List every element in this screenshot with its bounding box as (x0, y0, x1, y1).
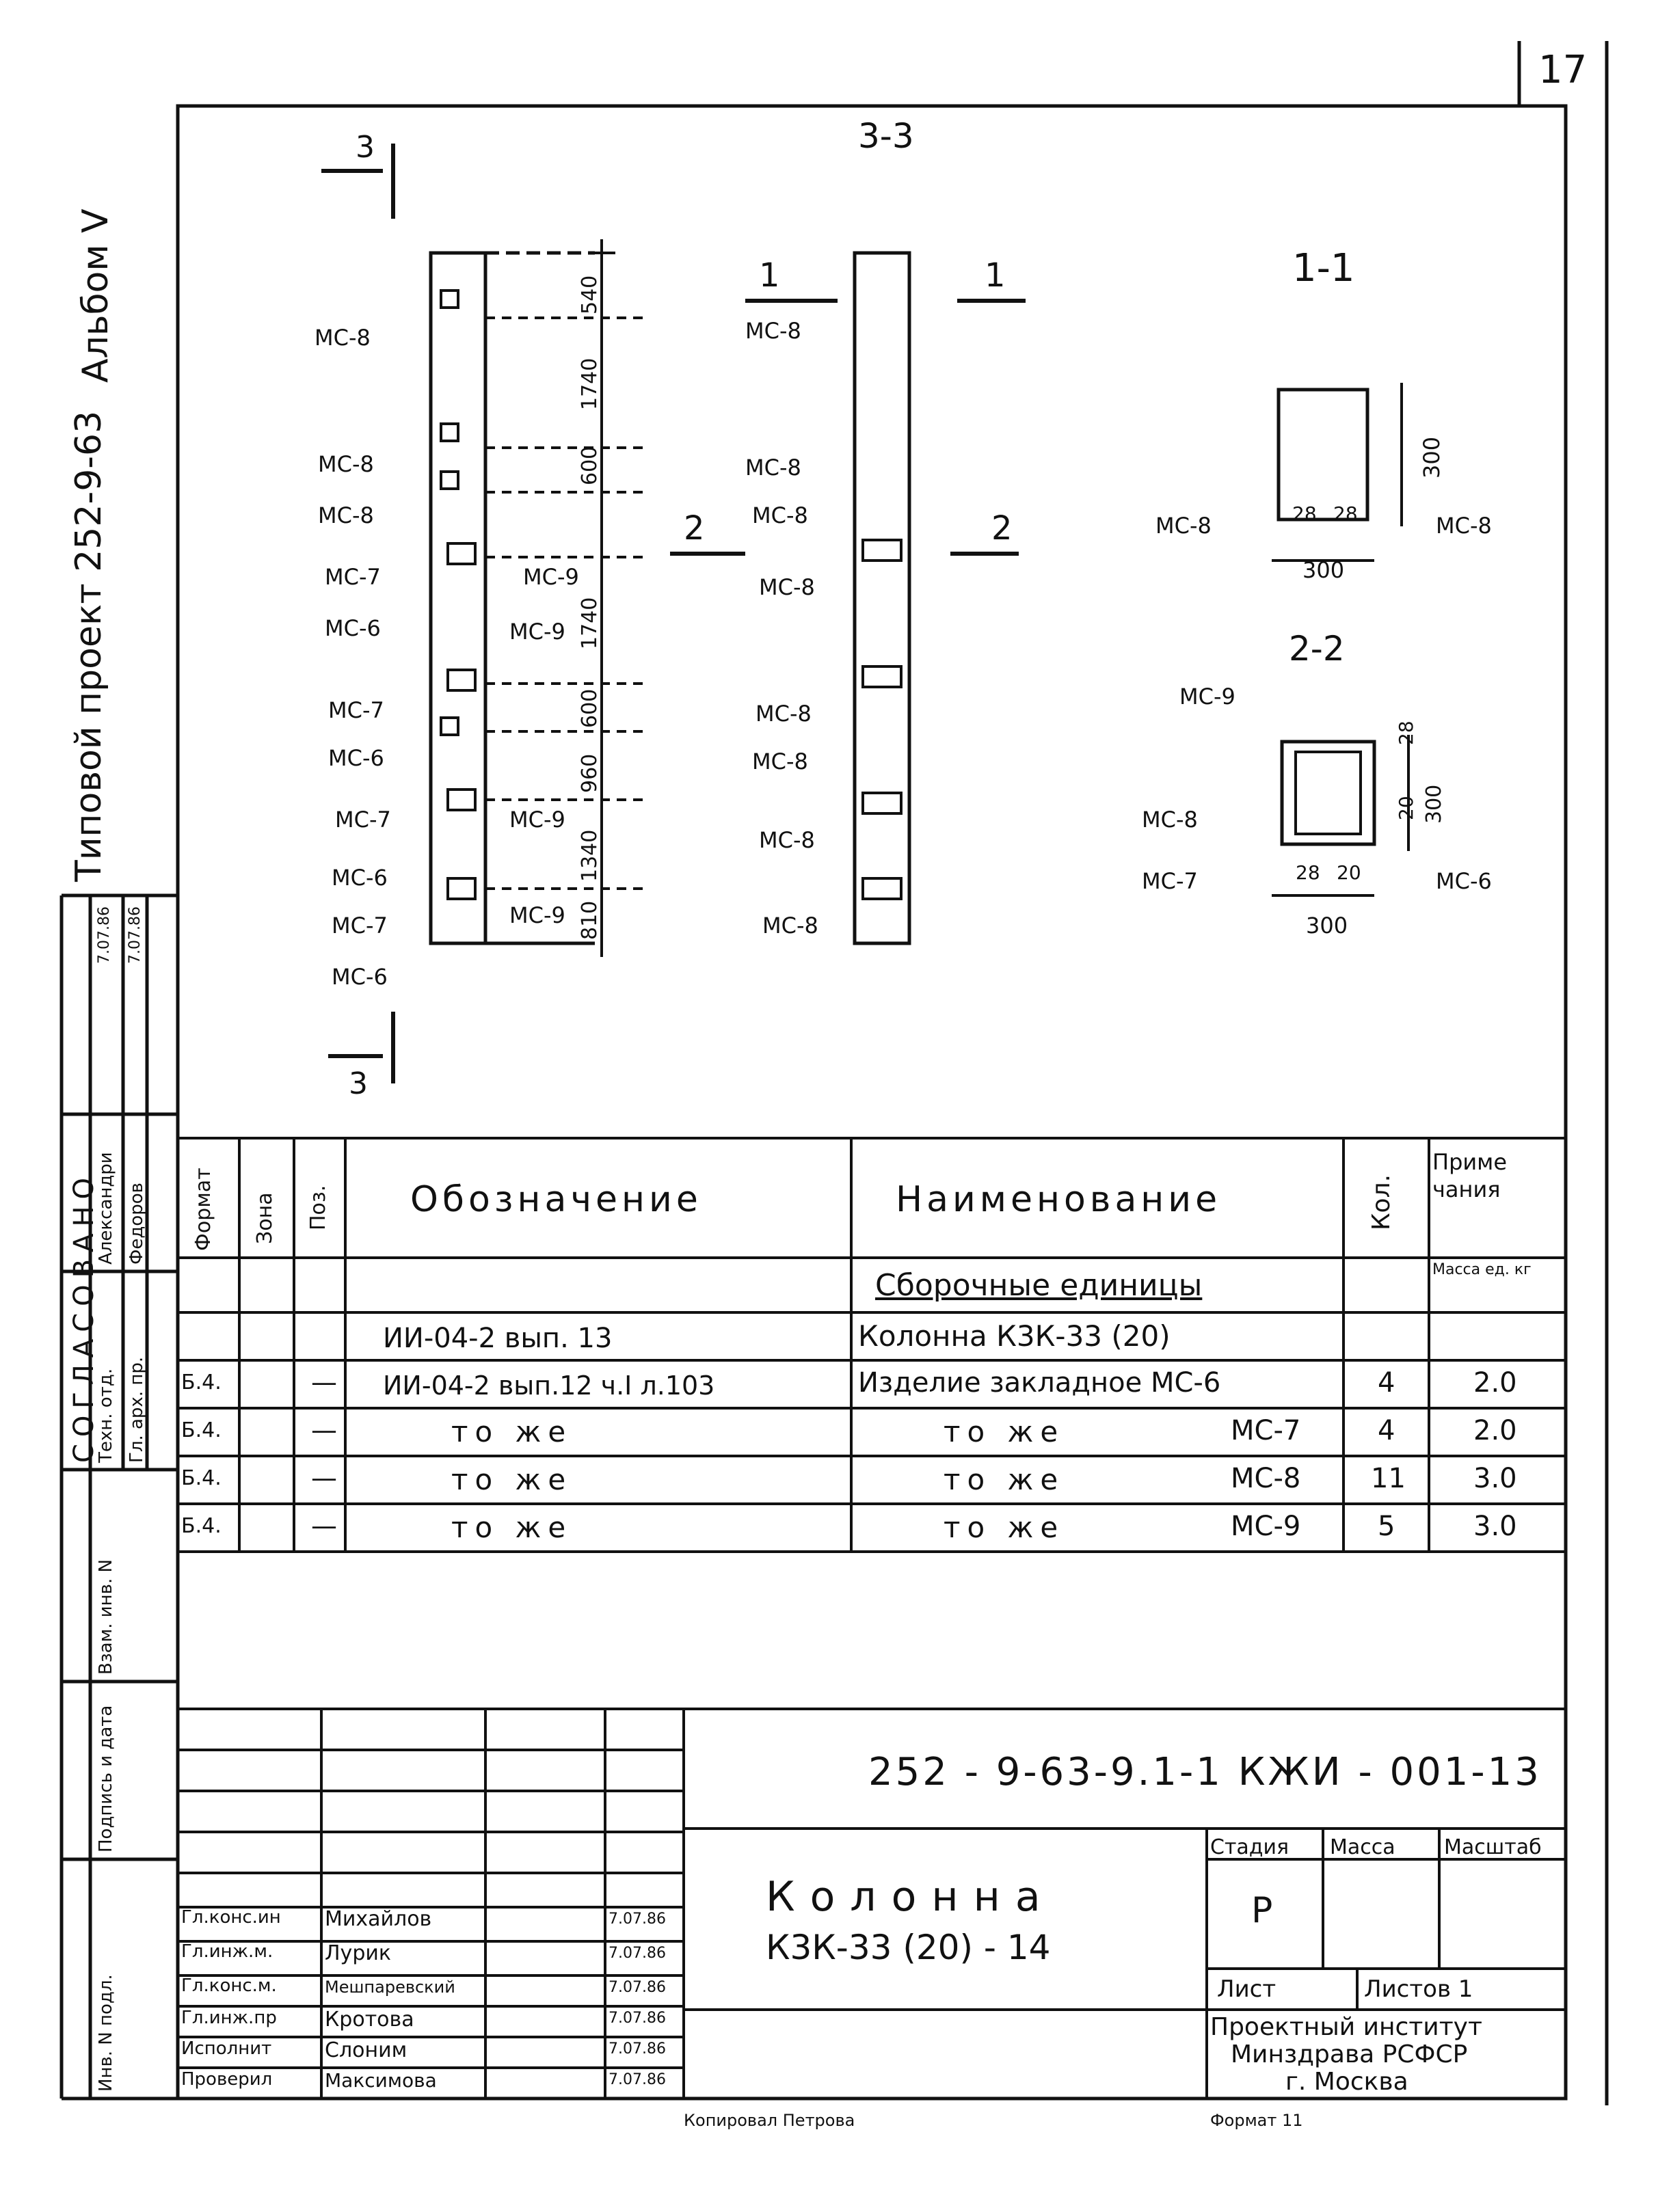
row-3-item: МС-7 (1231, 1415, 1301, 1446)
row-3-note: 2.0 (1473, 1415, 1517, 1446)
row-5-pos: — (311, 1511, 337, 1541)
row-4-item: МС-8 (1231, 1463, 1301, 1494)
sheet-label: Лист (1217, 1975, 1276, 2003)
elev-label: МС-6 (328, 745, 384, 771)
staff-role: Гл.инж.м. (181, 1941, 273, 1962)
staff-name: Лурик (325, 1941, 391, 1965)
s33-label: МС-8 (745, 318, 801, 344)
s22-bl: МС-7 (1142, 868, 1198, 894)
sheet-frame (178, 106, 1566, 2099)
elev-label: МС-7 (335, 807, 391, 833)
row-2-format: Б.4. (181, 1371, 222, 1394)
stage-value: Р (1251, 1890, 1273, 1931)
elev-right-label: МС-9 (523, 564, 579, 590)
inv-label: Инв. N подл. (96, 1974, 116, 2092)
vzam-label: Взам. инв. N (96, 1559, 116, 1675)
row-2-note: 2.0 (1473, 1367, 1517, 1399)
hdr-designation: Обозначение (410, 1179, 702, 1220)
elev-dim: 960 (578, 753, 602, 793)
hdr-name: Наименование (896, 1179, 1222, 1220)
row-2-name: Изделие закладное МС-6 (858, 1367, 1221, 1399)
staff-role: Гл.конс.ин (181, 1907, 281, 1928)
cut-3-markers (321, 144, 393, 1083)
row-3-format: Б.4. (181, 1418, 222, 1442)
spec-group: Сборочные единицы (875, 1268, 1203, 1303)
s22-dmid: 20 (1395, 796, 1417, 820)
elev-label: МС-8 (318, 451, 374, 477)
s22-width: 300 (1306, 913, 1348, 939)
elev-right-label: МС-9 (509, 902, 565, 928)
staff-date: 7.07.86 (609, 1945, 666, 1962)
s33-label: МС-8 (745, 455, 801, 481)
approval-name-1: Александри (96, 1152, 116, 1265)
column-section-33 (855, 253, 909, 943)
approval-date-2: 7.07.86 (126, 906, 144, 964)
row-4-name: то же (944, 1463, 1065, 1496)
staff-name: Максимова (325, 2069, 437, 2092)
format-label: Формат 11 (1210, 2111, 1303, 2130)
approval-role-1: Техн. отд. (96, 1368, 116, 1463)
elev-dim: 600 (578, 446, 602, 485)
hdr-qty: Кол. (1367, 1174, 1395, 1230)
row-4-qty: 11 (1371, 1463, 1406, 1494)
s22-left: МС-8 (1142, 807, 1198, 833)
row-4-pos: — (311, 1463, 337, 1493)
s33-label: МС-8 (759, 827, 815, 853)
s11-d2: 28 (1333, 502, 1358, 525)
section-11-title: 1-1 (1292, 246, 1355, 291)
row-5-format: Б.4. (181, 1514, 222, 1538)
cut-1-right: 1 (985, 256, 1006, 295)
row-3-qty: 4 (1378, 1415, 1395, 1446)
cut-2-left: 2 (684, 509, 705, 548)
drawing-code: 252 - 9-63-9.1-1 КЖИ - 001-13 (868, 1750, 1542, 1794)
hdr-pos: Поз. (306, 1185, 330, 1230)
org-line-1: Проектный институт (1210, 2013, 1482, 2041)
elev-dim: 1340 (578, 829, 602, 882)
approval-label: СОГЛАСОВАНО (68, 1170, 100, 1463)
elev-dim: 540 (578, 275, 602, 314)
s22-top: МС-9 (1179, 684, 1235, 710)
stage-header: Стадия (1210, 1835, 1289, 1859)
approval-name-2: Федоров (126, 1183, 147, 1265)
s33-label: МС-8 (762, 913, 818, 939)
row-3-name: то же (944, 1415, 1065, 1448)
sheets-label: Листов 1 (1364, 1975, 1473, 2003)
s22-dtop: 28 (1395, 720, 1417, 745)
elev-label: МС-8 (318, 502, 374, 528)
side-stamp-lines (62, 895, 178, 2099)
row-5-note: 3.0 (1473, 1511, 1517, 1542)
s22-d2: 20 (1337, 861, 1361, 884)
row-5-name: то же (944, 1511, 1065, 1544)
approval-role-2: Гл. арх. пр. (126, 1356, 147, 1463)
staff-name: Михайлов (325, 1907, 432, 1931)
elev-label: МС-7 (325, 564, 381, 590)
cut-1-left: 1 (759, 256, 780, 295)
s11-height: 300 (1419, 436, 1445, 478)
cut-3-bottom: 3 (349, 1066, 368, 1101)
elev-label: МС-6 (325, 615, 381, 641)
cut-1-2-markers (670, 301, 1026, 554)
row-4-note: 3.0 (1473, 1463, 1517, 1494)
staff-date: 7.07.86 (609, 2010, 666, 2027)
elev-right-label: МС-9 (509, 619, 565, 645)
section-11 (1272, 383, 1402, 561)
row-5-designation: то же (451, 1511, 573, 1544)
elev-dim: 1740 (578, 597, 602, 649)
staff-role: Исполнит (181, 2038, 272, 2059)
approval-date-1: 7.07.86 (96, 906, 113, 964)
s22-height: 300 (1422, 784, 1446, 824)
s33-label: МС-8 (752, 748, 808, 774)
staff-name: Слоним (325, 2038, 407, 2062)
row-3-pos: — (311, 1415, 337, 1445)
row-5-item: МС-9 (1231, 1511, 1301, 1542)
hdr-note: Приме чания (1432, 1149, 1507, 1202)
row-2-designation: ИИ-04-2 вып.12 ч.I л.103 (383, 1371, 715, 1401)
staff-date: 7.07.86 (609, 1979, 666, 1996)
row-2-pos: — (311, 1367, 337, 1397)
hdr-mass: Масса ед. кг (1432, 1261, 1532, 1278)
elev-dim: 1740 (578, 358, 602, 410)
staff-date: 7.07.86 (609, 2071, 666, 2088)
staff-date: 7.07.86 (609, 2040, 666, 2058)
project-title: Типовой проект 252-9-63 (68, 410, 109, 882)
section-22-title: 2-2 (1289, 629, 1345, 669)
row-1-name: Колонна К3К-33 (20) (858, 1319, 1171, 1353)
org-line-2: Минздрава РСФСР (1231, 2040, 1468, 2068)
elev-label: МС-6 (332, 865, 388, 891)
elev-dim: 600 (578, 688, 602, 728)
podpis-label: Подпись и дата (96, 1705, 116, 1852)
s11-left: МС-8 (1155, 513, 1212, 539)
cut-3-top: 3 (356, 130, 375, 165)
staff-role: Гл.конс.м. (181, 1975, 277, 1996)
title-line-2: К3К-33 (20) - 14 (766, 1928, 1051, 1967)
staff-name: Кротова (325, 2008, 414, 2032)
title-line-1: Колонна (766, 1873, 1056, 1921)
elev-label: МС-7 (328, 697, 384, 723)
s11-right: МС-8 (1436, 513, 1492, 539)
elev-label: МС-7 (332, 913, 388, 939)
org-line-3: г. Москва (1285, 2068, 1408, 2096)
row-4-format: Б.4. (181, 1466, 222, 1490)
copied-by: Копировал Петрова (684, 2111, 855, 2130)
s33-label: МС-8 (752, 502, 808, 528)
hdr-format: Формат (191, 1168, 215, 1251)
staff-role: Гл.инж.пр (181, 2008, 277, 2028)
section-33-title: 3-3 (858, 116, 914, 156)
row-5-qty: 5 (1378, 1511, 1395, 1542)
row-4-designation: то же (451, 1463, 573, 1496)
s11-d1: 28 (1292, 502, 1317, 525)
elev-label: МС-6 (332, 964, 388, 990)
s22-d1: 28 (1296, 861, 1320, 884)
staff-name: Мешпаревский (325, 1978, 455, 1997)
s33-label: МС-8 (759, 574, 815, 600)
mass-header: Масса (1330, 1835, 1395, 1859)
s33-label: МС-8 (756, 701, 812, 727)
s22-br: МС-6 (1436, 868, 1492, 894)
elev-dim: 810 (578, 900, 602, 940)
staff-date: 7.07.86 (609, 1911, 666, 1928)
row-2-qty: 4 (1378, 1367, 1395, 1399)
scale-header: Масштаб (1444, 1835, 1542, 1859)
column-elevation (431, 239, 643, 957)
album-label: Альбом V (75, 208, 116, 383)
staff-role: Проверил (181, 2069, 273, 2090)
hdr-zone: Зона (253, 1192, 277, 1244)
s11-width: 300 (1302, 557, 1345, 583)
row-3-designation: то же (451, 1415, 573, 1448)
sheet-number: 17 (1538, 48, 1588, 92)
cut-2-right: 2 (991, 509, 1013, 548)
elev-label: МС-8 (315, 325, 371, 351)
elev-right-label: МС-9 (509, 807, 565, 833)
row-1-designation: ИИ-04-2 вып. 13 (383, 1323, 613, 1354)
